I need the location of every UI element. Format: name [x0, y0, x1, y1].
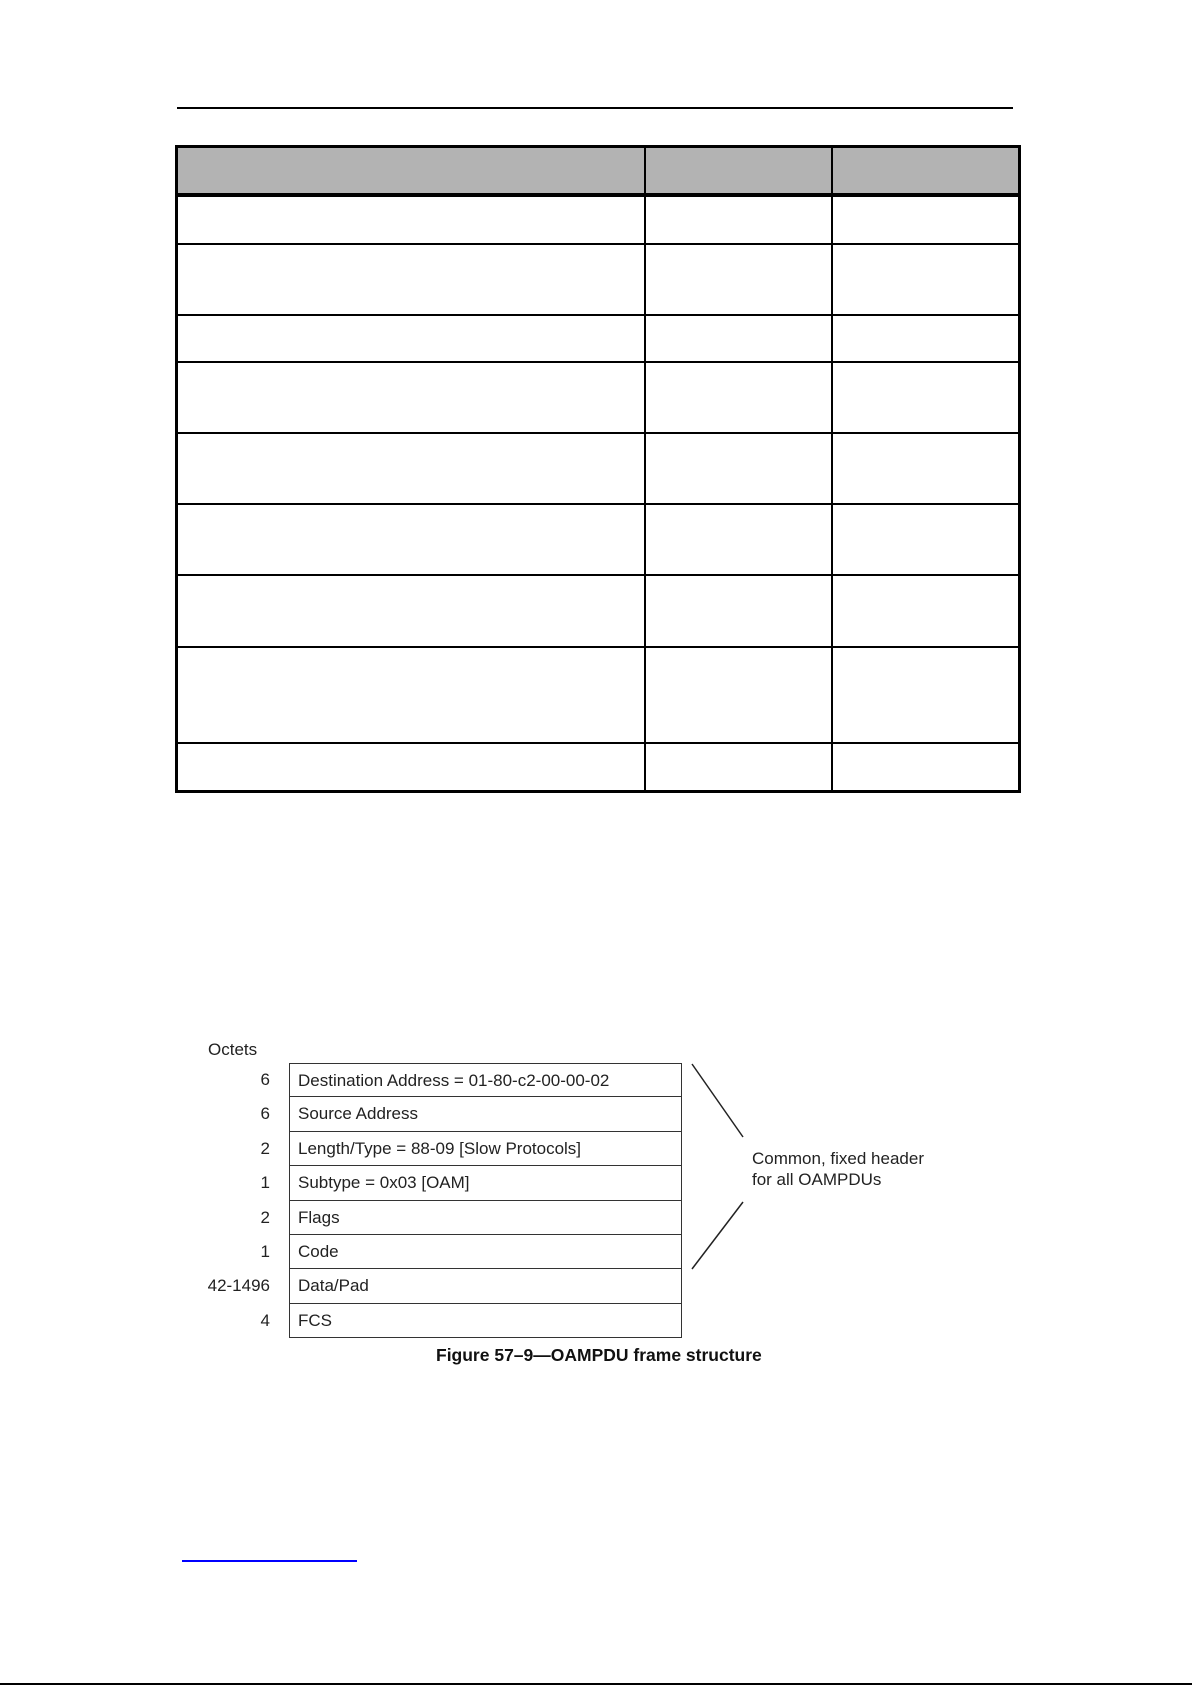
octet-count: 4	[260, 1310, 270, 1330]
frame-field: Code	[289, 1235, 682, 1269]
figure-caption: Figure 57–9—OAMPDU frame structure	[436, 1345, 762, 1365]
octet-count: 6	[260, 1104, 270, 1124]
header-annotation	[752, 1148, 924, 1190]
octet-count: 6	[260, 1070, 270, 1089]
frame-field: Destination Address = 01-80-c2-00-00-02	[289, 1063, 682, 1097]
frame-field: Flags	[289, 1201, 682, 1235]
octet-count: 1	[260, 1173, 270, 1193]
bracket-line-bottom	[692, 1202, 743, 1269]
hyperlink-underline[interactable]	[182, 1560, 357, 1562]
bracket-line-top	[692, 1064, 743, 1137]
frame-field: FCS	[289, 1304, 682, 1338]
octet-count: 42-1496	[207, 1276, 270, 1296]
annotation-line: Common, fixed header	[752, 1149, 924, 1168]
octets-label: Octets	[208, 1040, 258, 1059]
annotation-line: for all OAMPDUs	[752, 1170, 882, 1189]
octet-count: 2	[260, 1138, 270, 1158]
frame-field: Subtype = 0x03 [OAM]	[289, 1166, 682, 1200]
frame-field: Source Address	[289, 1097, 682, 1131]
frame-field: Length/Type = 88-09 [Slow Protocols]	[289, 1132, 682, 1166]
octet-count: 1	[260, 1242, 270, 1261]
frame-field: Data/Pad	[289, 1269, 682, 1303]
octet-count: 2	[260, 1207, 270, 1227]
